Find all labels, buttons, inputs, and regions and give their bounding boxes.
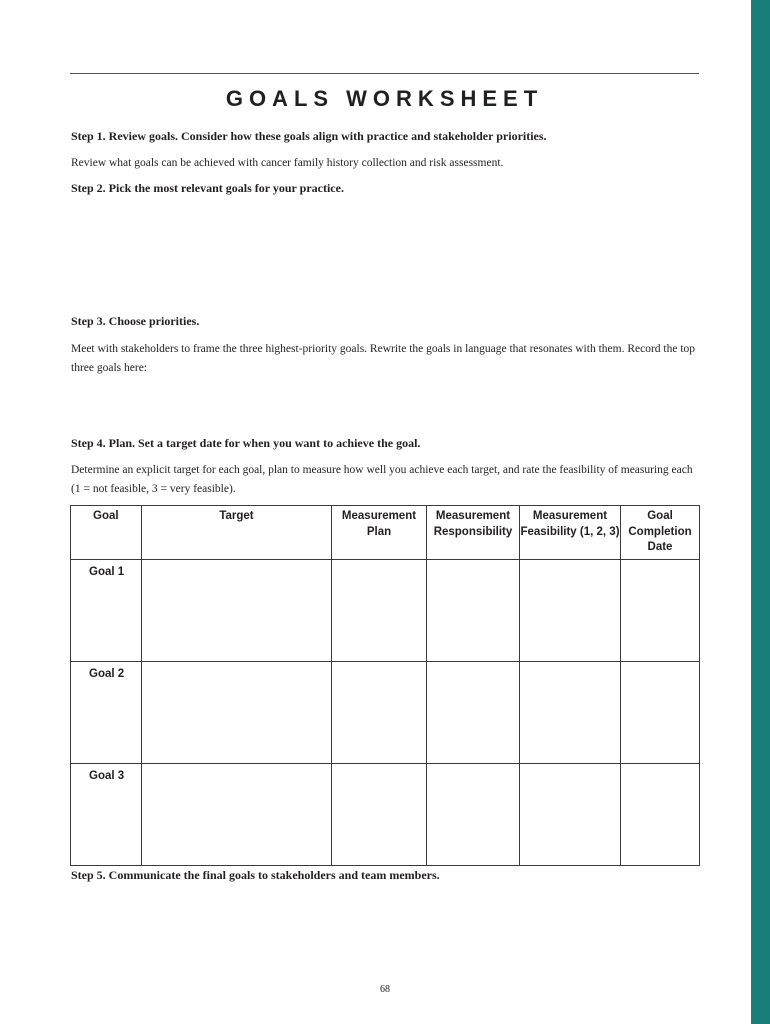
header-measurement-responsibility: Measurement Responsibility xyxy=(427,506,520,560)
step4-body: Determine an explicit target for each goal, plan to measure how well you achieve each target, and rate the feasibility of measuring each (1 = not feasible, 3 = very feasible). xyxy=(71,464,693,495)
header-target: Target xyxy=(142,506,332,560)
cell-measurement-feasibility[interactable] xyxy=(520,560,621,662)
header-measurement-feasibility: Measurement Feasibility (1, 2, 3) xyxy=(520,506,621,560)
header-goal-completion-date: Goal Completion Date xyxy=(621,506,700,560)
goals-table xyxy=(70,505,700,866)
page-number: 68 xyxy=(380,984,390,995)
cell-measurement-plan[interactable] xyxy=(332,560,427,662)
cell-target[interactable] xyxy=(142,764,332,866)
step1-heading: Step 1. Review goals. Consider how these goals align with practice and stakeholder priorities. xyxy=(71,129,547,143)
table-row xyxy=(71,560,700,662)
step1-body: Review what goals can be achieved with cancer family history collection and risk assessment. xyxy=(71,157,504,169)
table-row xyxy=(71,662,700,764)
header-measurement-plan: Measurement Plan xyxy=(332,506,427,560)
cell-target[interactable] xyxy=(142,560,332,662)
row-label-goal-3: Goal 3 xyxy=(71,764,142,866)
top-divider xyxy=(70,73,699,74)
step3-heading: Step 3. Choose priorities. xyxy=(71,314,200,328)
cell-measurement-plan[interactable] xyxy=(332,662,427,764)
cell-measurement-responsibility[interactable] xyxy=(427,662,520,764)
cell-measurement-responsibility[interactable] xyxy=(427,560,520,662)
step4-heading: Step 4. Plan. Set a target date for when you want to achieve the goal. xyxy=(71,436,421,450)
cell-completion-date[interactable] xyxy=(621,662,700,764)
cell-target[interactable] xyxy=(142,662,332,764)
step2-heading: Step 2. Pick the most relevant goals for your practice. xyxy=(71,181,344,195)
table-row xyxy=(71,764,700,866)
cell-completion-date[interactable] xyxy=(621,560,700,662)
page-title: GOALS WORKSHEET xyxy=(225,86,544,111)
step3-body: Meet with stakeholders to frame the three highest-priority goals. Rewrite the goals in language that resonates with them. Record the top three goals here: xyxy=(71,343,696,374)
cell-measurement-feasibility[interactable] xyxy=(520,662,621,764)
cell-measurement-responsibility[interactable] xyxy=(427,764,520,866)
cell-measurement-feasibility[interactable] xyxy=(520,764,621,866)
table-header-row xyxy=(71,506,700,560)
step5-heading: Step 5. Communicate the final goals to stakeholders and team members. xyxy=(71,868,440,882)
cell-measurement-plan[interactable] xyxy=(332,764,427,866)
header-goal: Goal xyxy=(71,506,142,560)
cell-completion-date[interactable] xyxy=(621,764,700,866)
row-label-goal-1: Goal 1 xyxy=(71,560,142,662)
row-label-goal-2: Goal 2 xyxy=(71,662,142,764)
side-accent-stripe xyxy=(751,0,770,1024)
